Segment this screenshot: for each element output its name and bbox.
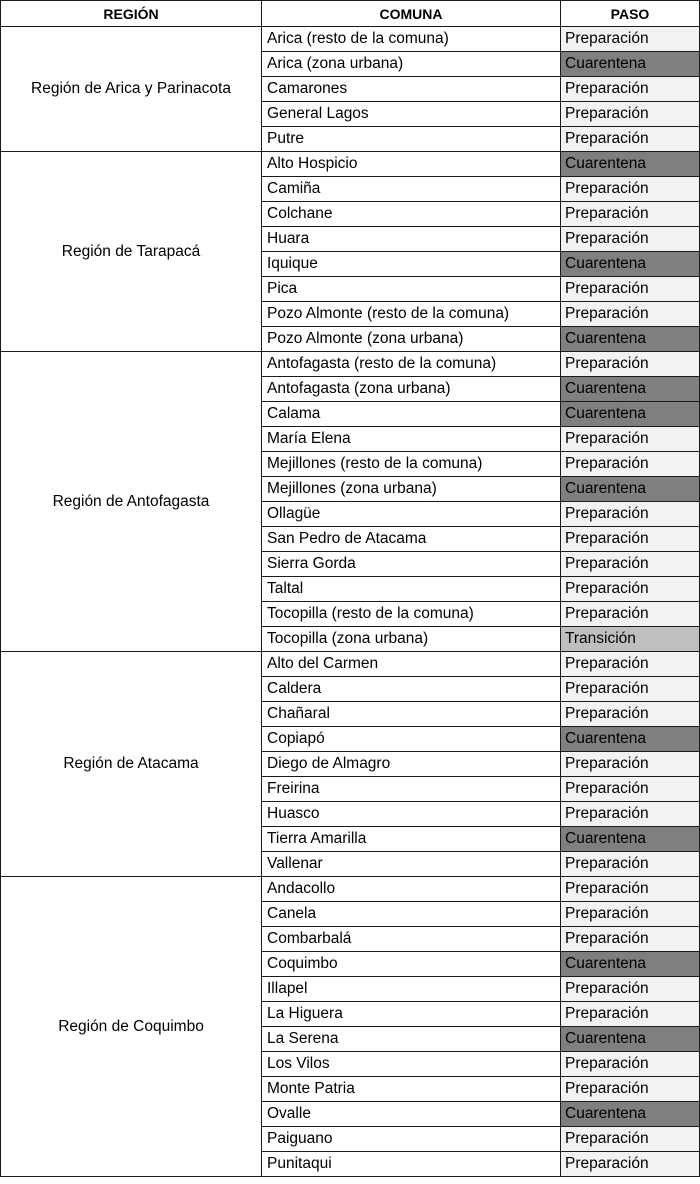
paso-status-cell: Preparación: [561, 1052, 700, 1077]
paso-status-cell: Cuarentena: [561, 727, 700, 752]
comuna-cell: Los Vilos: [262, 1052, 561, 1077]
comuna-cell: Antofagasta (resto de la comuna): [262, 352, 561, 377]
comuna-cell: San Pedro de Atacama: [262, 527, 561, 552]
paso-status-cell: Preparación: [561, 927, 700, 952]
paso-status-cell: Cuarentena: [561, 327, 700, 352]
table-body: [1, 27, 700, 1177]
comuna-cell: Freirina: [262, 777, 561, 802]
paso-status-cell: Preparación: [561, 902, 700, 927]
paso-status-cell: Preparación: [561, 227, 700, 252]
comuna-cell: Iquique: [262, 252, 561, 277]
comuna-column-header: COMUNA: [262, 1, 561, 27]
comuna-cell: Andacollo: [262, 877, 561, 902]
comuna-cell: Caldera: [262, 677, 561, 702]
comuna-cell: Pozo Almonte (zona urbana): [262, 327, 561, 352]
paso-status-cell: Cuarentena: [561, 52, 700, 77]
comuna-cell: Mejillones (resto de la comuna): [262, 452, 561, 477]
paso-status-cell: Cuarentena: [561, 1102, 700, 1127]
comuna-cell: Camiña: [262, 177, 561, 202]
comuna-cell: La Higuera: [262, 1002, 561, 1027]
comuna-cell: Tocopilla (resto de la comuna): [262, 602, 561, 627]
comuna-cell: Pica: [262, 277, 561, 302]
table-row: [1, 27, 700, 52]
paso-status-cell: Transición: [561, 627, 700, 652]
paso-status-cell: Preparación: [561, 777, 700, 802]
paso-status-cell: Preparación: [561, 202, 700, 227]
paso-status-cell: Preparación: [561, 1127, 700, 1152]
paso-status-cell: Preparación: [561, 1152, 700, 1177]
comuna-cell: Calama: [262, 402, 561, 427]
table-row: [1, 152, 700, 177]
region-name-cell: Región de Arica y Parinacota: [1, 27, 262, 152]
header-row: [1, 1, 700, 27]
paso-status-cell: Cuarentena: [561, 477, 700, 502]
paso-status-cell: Cuarentena: [561, 952, 700, 977]
paso-status-cell: Preparación: [561, 302, 700, 327]
paso-status-cell: Preparación: [561, 77, 700, 102]
paso-status-cell: Preparación: [561, 502, 700, 527]
paso-status-cell: Preparación: [561, 177, 700, 202]
table-row: [1, 652, 700, 677]
paso-status-cell: Preparación: [561, 1002, 700, 1027]
region-name-cell: Región de Tarapacá: [1, 152, 262, 352]
paso-status-cell: Preparación: [561, 877, 700, 902]
paso-status-cell: Preparación: [561, 977, 700, 1002]
region-column-header: REGIÓN: [1, 1, 262, 27]
comuna-cell: Paiguano: [262, 1127, 561, 1152]
comuna-cell: Sierra Gorda: [262, 552, 561, 577]
comuna-cell: Monte Patria: [262, 1077, 561, 1102]
paso-status-cell: Cuarentena: [561, 152, 700, 177]
comuna-cell: Ollagüe: [262, 502, 561, 527]
paso-status-cell: Preparación: [561, 652, 700, 677]
comuna-cell: Punitaqui: [262, 1152, 561, 1177]
paso-status-cell: Preparación: [561, 127, 700, 152]
paso-column-header: PASO: [561, 1, 700, 27]
paso-status-cell: Preparación: [561, 277, 700, 302]
table-header: [1, 1, 700, 27]
comuna-cell: María Elena: [262, 427, 561, 452]
comuna-cell: La Serena: [262, 1027, 561, 1052]
comuna-cell: Coquimbo: [262, 952, 561, 977]
paso-status-cell: Preparación: [561, 677, 700, 702]
paso-status-cell: Preparación: [561, 577, 700, 602]
paso-status-cell: Preparación: [561, 452, 700, 477]
comuna-cell: Pozo Almonte (resto de la comuna): [262, 302, 561, 327]
comuna-cell: Diego de Almagro: [262, 752, 561, 777]
paso-status-cell: Preparación: [561, 102, 700, 127]
paso-status-cell: Preparación: [561, 527, 700, 552]
comuna-cell: Camarones: [262, 77, 561, 102]
comuna-cell: Illapel: [262, 977, 561, 1002]
paso-status-cell: Preparación: [561, 427, 700, 452]
paso-status-cell: Cuarentena: [561, 827, 700, 852]
paso-status-cell: Preparación: [561, 852, 700, 877]
paso-status-cell: Preparación: [561, 802, 700, 827]
comuna-cell: Arica (zona urbana): [262, 52, 561, 77]
paso-status-cell: Preparación: [561, 752, 700, 777]
comuna-cell: Copiapó: [262, 727, 561, 752]
comuna-cell: Ovalle: [262, 1102, 561, 1127]
comuna-cell: General Lagos: [262, 102, 561, 127]
comuna-cell: Taltal: [262, 577, 561, 602]
region-name-cell: Región de Atacama: [1, 652, 262, 877]
comuna-cell: Huara: [262, 227, 561, 252]
paso-status-cell: Cuarentena: [561, 377, 700, 402]
paso-status-cell: Preparación: [561, 602, 700, 627]
comuna-cell: Canela: [262, 902, 561, 927]
region-name-cell: Región de Antofagasta: [1, 352, 262, 652]
comuna-cell: Arica (resto de la comuna): [262, 27, 561, 52]
paso-status-cell: Preparación: [561, 27, 700, 52]
comuna-cell: Mejillones (zona urbana): [262, 477, 561, 502]
comuna-cell: Vallenar: [262, 852, 561, 877]
paso-status-cell: Cuarentena: [561, 252, 700, 277]
paso-status-cell: Cuarentena: [561, 402, 700, 427]
comuna-cell: Alto del Carmen: [262, 652, 561, 677]
comuna-cell: Alto Hospicio: [262, 152, 561, 177]
paso-status-cell: Cuarentena: [561, 1027, 700, 1052]
comuna-cell: Huasco: [262, 802, 561, 827]
table-row: [1, 877, 700, 902]
comuna-cell: Tocopilla (zona urbana): [262, 627, 561, 652]
paso-status-cell: Preparación: [561, 702, 700, 727]
paso-status-cell: Preparación: [561, 1077, 700, 1102]
comuna-cell: Tierra Amarilla: [262, 827, 561, 852]
comuna-cell: Combarbalá: [262, 927, 561, 952]
comuna-cell: Antofagasta (zona urbana): [262, 377, 561, 402]
comuna-cell: Colchane: [262, 202, 561, 227]
comuna-cell: Putre: [262, 127, 561, 152]
table-row: [1, 352, 700, 377]
comuna-cell: Chañaral: [262, 702, 561, 727]
region-name-cell: Región de Coquimbo: [1, 877, 262, 1177]
paso-status-cell: Preparación: [561, 552, 700, 577]
paso-status-cell: Preparación: [561, 352, 700, 377]
